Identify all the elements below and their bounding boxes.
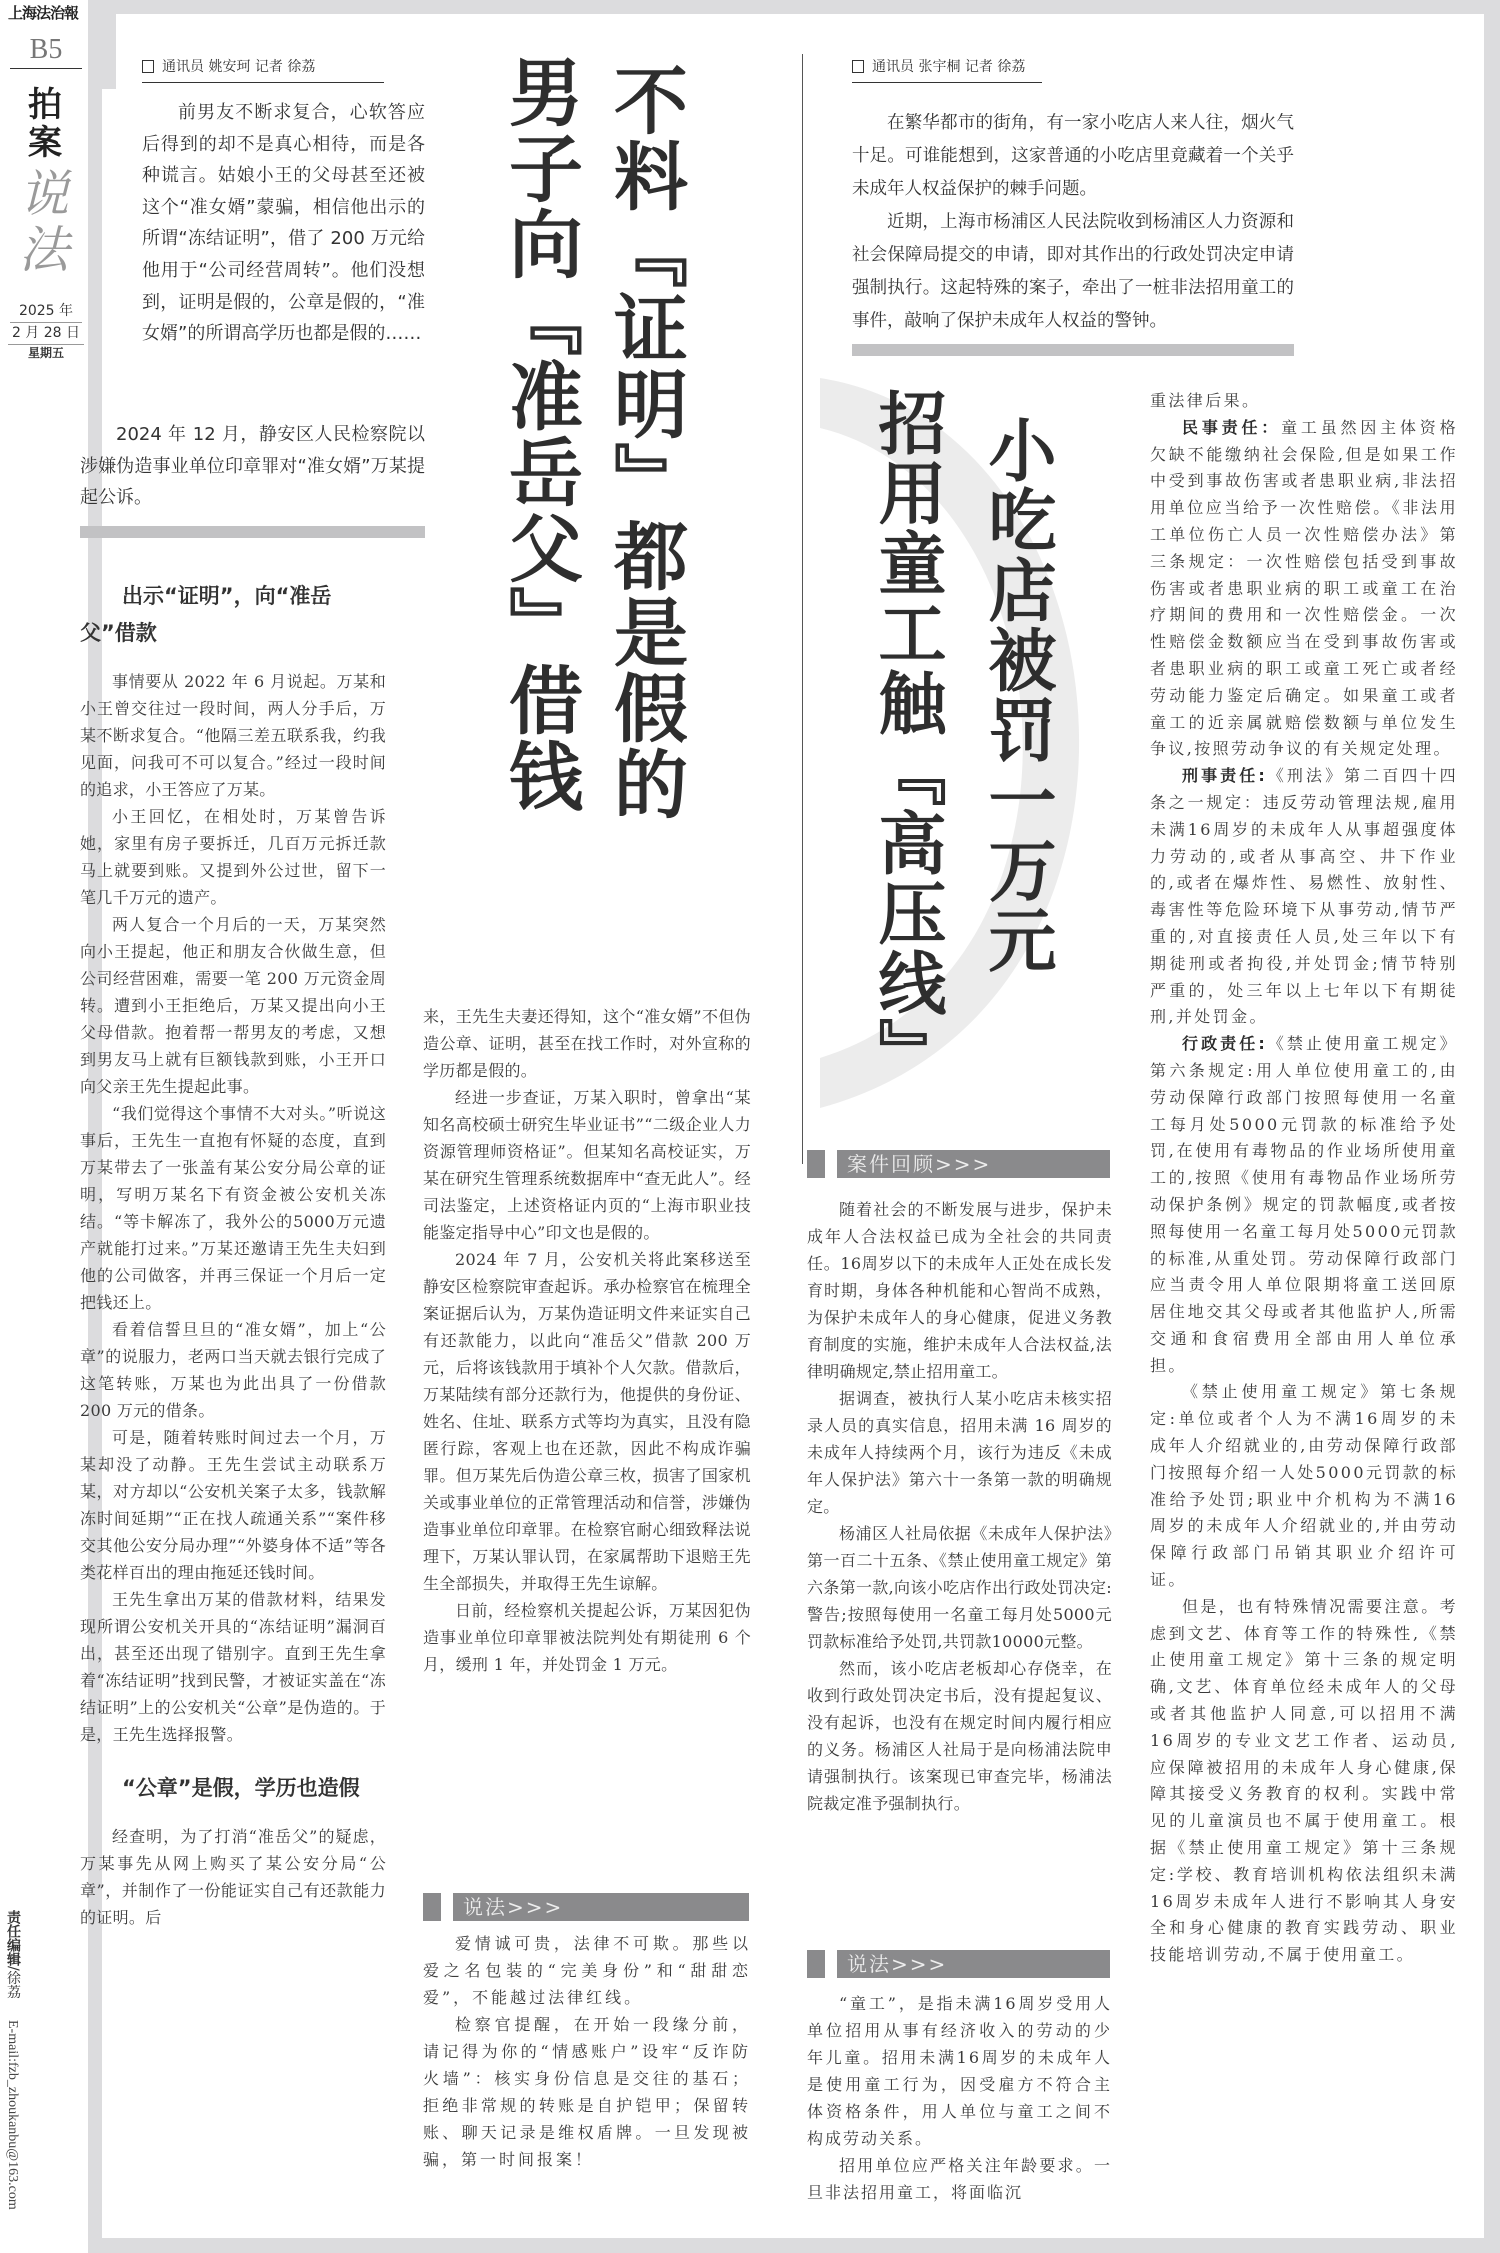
paragraph: 两人复合一个月后的一天，万某突然向小王提起，他正和朋友合伙做生意，但公司经营困难，需要一笔 200 万元资金周转。遭到小王拒绝后，万某又提出向小王父母借款。抱着帮一帮男友的考虑，又想到男友马上就有巨额钱款到账，小王开口向父亲王先生提起此事。: [80, 915, 386, 1096]
story2-headline-sub: 招用童工触『高压线』: [867, 388, 947, 1088]
story1-lead-2: 2024 年 12 月，静安区人民检察院以涉嫌伪造事业单位印章罪对“准女婿”万某提起公诉。: [80, 424, 425, 509]
paragraph: 可是，随着转账时间过去一个月，万某却没了动静。王先生尝试主动联系万某，对方却以“公安机关案子太多，钱款解冻时间延期”“正在找人疏通关系”“案件移交其他公安分局办理”“外婆身体不适”等各类花样百出的理由拖延还钱时间。: [80, 1428, 386, 1582]
paragraph: 小王回忆，在相处时，万某曾告诉她，家里有房子要拆迁，几百万元拆迁款马上就要到账。又提到外公过世，留下一笔几千万元的遗产。: [80, 807, 386, 907]
byline-square-icon: [852, 60, 864, 73]
paragraph: “我们觉得这个事情不大对头。”听说这事后，王先生一直抱有怀疑的态度，直到万某带去了一张盖有某公安分局公章的证明，写明万某名下有资金被公安机关冻结。“等卡解冻了，我外公的5000万元遗产就能打过来。”万某还邀请王先生夫妇到他的公司做客，并再三保证一个月后一定把钱还上。: [80, 1104, 386, 1312]
paragraph: 经进一步查证，万某入职时，曾拿出“某知名高校硕士研究生毕业证书”“二级企业人力资源管理师资格证”。但某知名高校证实，万某在研究生管理系统数据库中“查无此人”。经司法鉴定，上述资格证内页的“上海市职业技能鉴定指导中心”印文也是假的。: [423, 1088, 751, 1242]
paragraph: 来，王先生夫妻还得知，这个“准女婿”不但伪造公章、证明，甚至在找工作时，对外宣称的学历都是假的。: [423, 1007, 751, 1080]
issue-year: 2025 年: [10, 300, 82, 323]
page-number: B5: [10, 34, 82, 69]
paragraph: 2024 年 7 月，公安机关将此案移送至静安区检察院审查起诉。承办检察官在梳理全案证据后认为，万某伪造证明文件来证实自己有还款能力，以此向“准岳父”借款 200 万元，后将该钱款用于填补个人欠款。借款后，万某陆续有部分还款行为，他提供的身份证、姓名、住址、联系方式等均为真实，且没有隐匿行踪，客观上也在还款，因此不构成诈骗罪。但万某先后伪造公章三枚，损害了国家机关或事业单位的正常管理活动和信誉，涉嫌伪造事业单位印章罪。在检察官耐心细致释法说理下，万某认罪认罚，在家属帮助下退赔王先生全部损失，并取得王先生谅解。: [423, 1250, 751, 1593]
paragraph: 随着社会的不断发展与进步，保护未成年人合法权益已成为全社会的共同责任。16周岁以下的未成年人正处在成长发育时期，身体各种机能和心智尚不成熟，为保护未成年人的身心健康，促进义务教育制度的实施，维护未成年人合法权益,法律明确规定,禁止招用童工。: [807, 1200, 1112, 1381]
issue-date: 2 月 28 日: [8, 322, 84, 345]
paragraph: 检察官提醒，在开始一段缘分前，请记得为你的“情感账户”设牢“反诈防火墙”：核实身份信息是交往的基石；拒绝非常规的转账是自护铠甲；保留转账、聊天记录是维权盾牌。一旦发现被骗，第一时间报案！: [423, 2015, 751, 2169]
paragraph: 王先生拿出万某的借款材料，结果发现所谓公安机关开具的“冻结证明”漏洞百出，甚至还出现了错别字。直到王先生拿着“冻结证明”找到民警，才被证实盖在“冻结证明”上的公安机关“公章”是伪造的。于是，王先生选择报警。: [80, 1590, 386, 1744]
story2-headline-main: 小吃店被罚一万元: [977, 415, 1057, 975]
story1-headline-sub: 男子向『准岳父』借钱: [497, 54, 583, 814]
page-frame-bottom: [88, 2238, 1500, 2253]
paragraph: 《禁止使用童工规定》第七条规定:单位或者个人为不满16周岁的未成年人介绍就业的,由劳动保障行政部门按照每介绍一人处5000元罚款的标准给予处罚;职业中介机构为不满16周岁的未成年人介绍就业的,并由劳动保障行政部门吊销其职业介绍许可证。: [1150, 1382, 1458, 1590]
paragraph: 但是，也有特殊情况需要注意。考虑到文艺、体育等工作的特殊性,《禁止使用童工规定》第十三条的规定明确,文艺、体育单位经未成年人的父母或者其他监护人同意,可以招用不满16周岁的专业文艺工作者、运动员,应保障被招用的未成年人身心健康,保障其接受义务教育的权利。实践中常见的儿童演员也不属于使用童工。根据《禁止使用童工规定》第十三条规定:学校、教育培训机构依法组织未满16周岁未成年人进行不影响其人身安全和身心健康的教育实践劳动、职业技能培训劳动,不属于使用童工。: [1150, 1596, 1459, 1965]
issue-weekday: 星期五: [27, 346, 64, 360]
tag-square: [423, 1893, 441, 1921]
page-frame-notch: [102, 14, 116, 89]
story2-law-talk: [807, 1990, 1112, 2206]
editor-name: /徐荔: [5, 1966, 21, 1999]
column-name: 拍案: [28, 85, 62, 163]
paragraph-admin: 行政责任:《禁止使用童工规定》第六条规定:用人单位使用童工的,由劳动保障行政部门按照每使用一名童工每月处5000元罚款的标准给予处罚,在使用有毒物品的作业场所使用童工的,按照《使用有毒物品作业场所劳动保护条例》规定的罚款幅度,或者按照每使用一名童工每月处5000元罚款的标准,从重处罚。劳动保障行政部门应当责令用人单位限期将童工送回原居住地交其父母或者其他监护人,所需交通和食宿费用全部由用人单位承担。: [1150, 1034, 1458, 1375]
editor-credit: [0, 1910, 24, 1999]
editor-label: 责任编辑: [5, 1910, 21, 1966]
story1-byline: 通讯员 姚安珂 记者 徐荔: [142, 56, 384, 83]
tag-square: [807, 1150, 825, 1178]
section-tag-case-review: 案件回顾>>>: [807, 1150, 1110, 1178]
story1-lead-1: 前男友不断求复合，心软答应后得到的却不是真心相待，而是各种谎言。姑娘小王的父母甚至还被这个“准女婿”蒙骗，相信他出示的所谓“冻结证明”，借了 200 万元给他用于“公司经营周转”。他们没想到，证明是假的，公章是假的，“准女婿”的所谓高学历也都是假的……: [142, 102, 425, 345]
story1-col2: [423, 1003, 751, 1678]
page-frame-right: [1484, 0, 1500, 2253]
paragraph: 然而，该小吃店老板却心存侥幸，在收到行政处罚决定书后，没有提起复议、没有起诉，也没有在规定时间内履行相应的义务。杨浦区人社局于是向杨浦法院申请强制执行。该案现已审查完毕，杨浦法院裁定准予强制执行。: [807, 1659, 1112, 1813]
paragraph: 杨浦区人社局依据《未成年人保护法》第一百二十五条、《禁止使用童工规定》第六条第一款,向该小吃店作出行政处罚决定:警告;按照每使用一名童工每月处5000元罚款标准给予处罚,共罚款10000元整。: [807, 1524, 1112, 1651]
story1-col1: [80, 578, 386, 1931]
section-tag-law-talk: 说法>>>: [423, 1893, 749, 1921]
paragraph: 据调查，被执行人某小吃店未核实招录人员的真实信息，招用未满 16 周岁的未成年人持续两个月，该行为违反《未成年人保护法》第六十一条第一款的明确规定。: [807, 1389, 1112, 1516]
paragraph: 事情要从 2022 年 6 月说起。万某和小王曾交往过一段时间，两人分手后，万某不断求复合。“他隔三差五联系我，约我见面，问我可不可以复合。”经过一段时间的追求，小王答应了万某。: [80, 672, 386, 799]
subhead-1: 出示“证明”，向“准岳父”借款: [80, 584, 332, 645]
story1-law-talk: [423, 1930, 751, 2173]
story2-lead: 在繁华都市的街角，有一家小吃店人来人往，烟火气十足。可谁能想到，这家普通的小吃店里竟藏着一个关乎未成年人权益保护的棘手问题。 近期，上海市杨浦区人民法院收到杨浦区人力资源和社会保障局提交的申请，即对其作出的行政处罚决定申请强制执行。这起特殊的案子，牵出了一桩非法招用童工的事件，敲响了保护未成年人权益的警钟。: [852, 113, 1294, 331]
story2-review: [807, 1196, 1112, 1817]
paragraph: 看着信誓旦旦的“准女婿”，加上“公章”的说服力，老两口当天就去银行完成了这笔转账，万某也为此出具了一份借款 200 万元的借条。: [80, 1320, 386, 1420]
editor-email[interactable]: E-mail:fzb_zhoukanbu@163.com: [5, 2020, 20, 2210]
paragraph: 日前，经检察机关提起公诉，万某因犯伪造事业单位印章罪被法院判处有期徒刑 6 个月，缓刑 1 年，并处罚金 1 万元。: [423, 1601, 751, 1674]
paragraph-criminal: 刑事责任:《刑法》第二百四十四条之一规定：违反劳动管理法规,雇用未满16周岁的未成年人从事超强度体力劳动的,或者从事高空、井下作业的,或者在爆炸性、易燃性、放射性、毒害性等危险环境下从事劳动,情节严重的,对直接责任人员,处三年以下有期徒刑或者拘役,并处罚金;情节特别严重的，处三年以上七年以下有期徒刑,并处罚金。: [1150, 766, 1458, 1027]
story2-byline: 通讯员 张宇桐 记者 徐荔: [852, 56, 1042, 83]
paragraph: “童工”，是指未满16周岁受用人单位招用从事有经济收入的劳动的少年儿童。招用未满16周岁的未成年人是使用童工行为，因受雇方不符合主体资格条件，用人单位与童工之间不构成劳动关系。: [807, 1994, 1112, 2148]
newspaper-logo: 上海法治報: [7, 4, 78, 22]
paragraph: 经查明，为了打消“准岳父”的疑虑，万某事先从网上购买了某公安分局“公章”，并制作了一份能证实自己有还款能力的证明。后: [80, 1827, 386, 1927]
paragraph: 爱情诚可贵，法律不可欺。那些以爱之名包装的“完美身份”和“甜甜恋爱”，不能越过法律红线。: [423, 1934, 751, 2007]
column-divider: [802, 54, 803, 1164]
section-tag-law-talk-2: 说法>>>: [807, 1950, 1110, 1978]
story2-right-col: [1150, 388, 1458, 1969]
lead-divider: [852, 344, 1294, 356]
paragraph: 重法律后果。: [1150, 391, 1261, 410]
page-frame-top: [88, 0, 1500, 14]
subhead-2: “公章”是假，学历也造假: [122, 1776, 360, 1800]
byline-square-icon: [142, 60, 154, 73]
tag-square: [807, 1950, 825, 1978]
lead-divider: [80, 526, 425, 538]
story1-headline-main: 不料『证明』都是假的: [602, 62, 688, 822]
paragraph: 招用单位应严格关注年龄要求。一旦非法招用童工，将面临沉: [807, 2156, 1112, 2202]
paragraph-civil: 民事责任：童工虽然因主体资格欠缺不能缴纳社会保险,但是如果工作中受到事故伤害或者患职业病,非法招用单位应当给予一次性赔偿。《非法用工单位伤亡人员一次性赔偿办法》第三条规定：一次性赔偿包括受到事故伤害或者患职业病的职工或童工在治疗期间的费用和一次性赔偿金。一次性赔偿金数额应当在受到事故伤害或者患职业病的职工或童工死亡或者经劳动能力鉴定后确定。如果童工或者童工的近亲属就赔偿数额与单位发生争议,按照劳动争议的有关规定处理。: [1150, 417, 1458, 759]
column-name-calligraphy: 说法: [19, 165, 69, 279]
